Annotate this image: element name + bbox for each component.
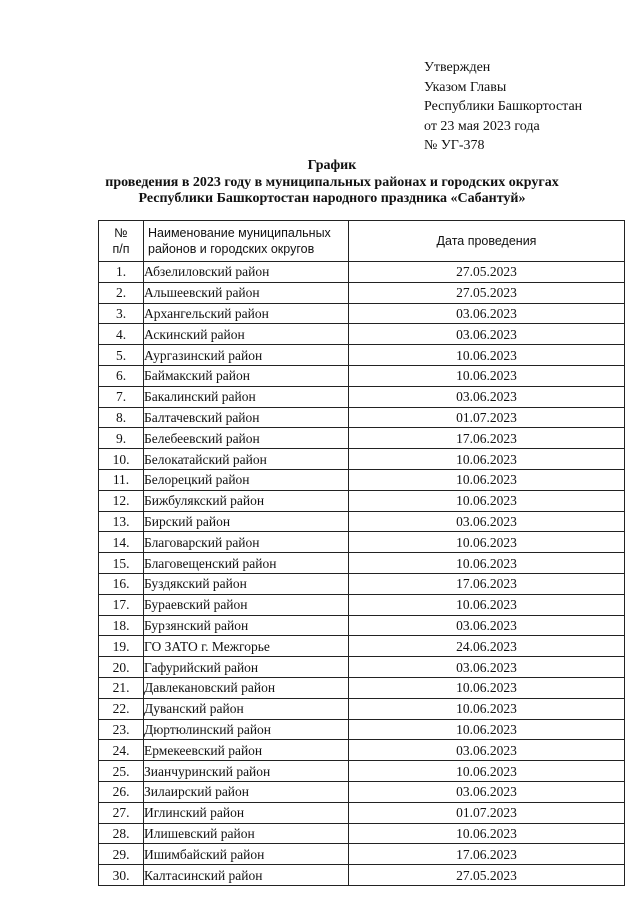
table-row <box>99 282 625 303</box>
approval-line: Утвержден <box>424 60 491 75</box>
table-header-row <box>99 221 625 262</box>
row-number: 11. <box>99 469 144 490</box>
row-number: 1. <box>99 262 144 283</box>
document-title <box>0 158 640 208</box>
district-name: Баймакский район <box>144 365 349 386</box>
row-number: 10. <box>99 449 144 470</box>
district-name: Иглинский район <box>144 802 349 823</box>
district-name: Зианчуринский район <box>144 761 349 782</box>
event-date: 27.05.2023 <box>349 262 625 283</box>
district-name: Бураевский район <box>144 594 349 615</box>
row-number: 24. <box>99 740 144 761</box>
row-number: 22. <box>99 698 144 719</box>
district-name: Дуванский район <box>144 698 349 719</box>
event-date: 01.07.2023 <box>349 802 625 823</box>
table-row <box>99 490 625 511</box>
column-header-name: Наименование муниципальных районов и городских округов <box>144 221 349 262</box>
row-number: 16. <box>99 573 144 594</box>
column-header-date: Дата проведения <box>349 221 625 262</box>
table-row <box>99 802 625 823</box>
event-date: 03.06.2023 <box>349 324 625 345</box>
title-subline: Республики Башкортостан народного праздника «Сабантуй» <box>138 191 526 206</box>
row-number: 15. <box>99 553 144 574</box>
event-date: 10.06.2023 <box>349 594 625 615</box>
table-row <box>99 761 625 782</box>
event-date: 10.06.2023 <box>349 553 625 574</box>
table-row <box>99 719 625 740</box>
table-row <box>99 594 625 615</box>
row-number: 3. <box>99 303 144 324</box>
row-number: 28. <box>99 823 144 844</box>
table-row <box>99 449 625 470</box>
event-date: 03.06.2023 <box>349 615 625 636</box>
row-number: 12. <box>99 490 144 511</box>
row-number: 14. <box>99 532 144 553</box>
approval-block <box>424 58 582 156</box>
table-row <box>99 677 625 698</box>
row-number: 17. <box>99 594 144 615</box>
district-name: Ишимбайский район <box>144 844 349 865</box>
district-name: Бижбулякский район <box>144 490 349 511</box>
event-date: 10.06.2023 <box>349 469 625 490</box>
district-name: Аургазинский район <box>144 345 349 366</box>
district-name: Калтасинский район <box>144 865 349 886</box>
table-row <box>99 365 625 386</box>
table-row <box>99 844 625 865</box>
district-name: Альшеевский район <box>144 282 349 303</box>
schedule-table <box>98 220 625 886</box>
event-date: 27.05.2023 <box>349 865 625 886</box>
table-row <box>99 698 625 719</box>
row-number: 4. <box>99 324 144 345</box>
row-number: 5. <box>99 345 144 366</box>
event-date: 03.06.2023 <box>349 781 625 802</box>
table-row <box>99 428 625 449</box>
event-date: 10.06.2023 <box>349 449 625 470</box>
district-name: Илишевский район <box>144 823 349 844</box>
table-row <box>99 532 625 553</box>
district-name: Ермекеевский район <box>144 740 349 761</box>
table-row <box>99 407 625 428</box>
district-name: Абзелиловский район <box>144 262 349 283</box>
district-name: Зилаирский район <box>144 781 349 802</box>
district-name: ГО ЗАТО г. Межгорье <box>144 636 349 657</box>
event-date: 10.06.2023 <box>349 365 625 386</box>
event-date: 17.06.2023 <box>349 573 625 594</box>
district-name: Белорецкий район <box>144 469 349 490</box>
row-number: 30. <box>99 865 144 886</box>
table-row <box>99 657 625 678</box>
event-date: 03.06.2023 <box>349 303 625 324</box>
row-number: 6. <box>99 365 144 386</box>
district-name: Архангельский район <box>144 303 349 324</box>
table-row <box>99 615 625 636</box>
district-name: Давлекановский район <box>144 677 349 698</box>
row-number: 7. <box>99 386 144 407</box>
event-date: 03.06.2023 <box>349 740 625 761</box>
table-row <box>99 636 625 657</box>
event-date: 03.06.2023 <box>349 657 625 678</box>
district-name: Бурзянский район <box>144 615 349 636</box>
table-row <box>99 511 625 532</box>
row-number: 27. <box>99 802 144 823</box>
table-row <box>99 865 625 886</box>
row-number: 23. <box>99 719 144 740</box>
district-name: Буздякский район <box>144 573 349 594</box>
row-number: 26. <box>99 781 144 802</box>
district-name: Бакалинский район <box>144 386 349 407</box>
row-number: 2. <box>99 282 144 303</box>
district-name: Дюртюлинский район <box>144 719 349 740</box>
event-date: 27.05.2023 <box>349 282 625 303</box>
table-row <box>99 262 625 283</box>
table-row <box>99 781 625 802</box>
event-date: 10.06.2023 <box>349 719 625 740</box>
row-number: 8. <box>99 407 144 428</box>
event-date: 03.06.2023 <box>349 511 625 532</box>
event-date: 10.06.2023 <box>349 345 625 366</box>
decree-number: № УГ-378 <box>424 138 485 153</box>
table-row <box>99 386 625 407</box>
district-name: Гафурийский район <box>144 657 349 678</box>
table-row <box>99 740 625 761</box>
table-row <box>99 573 625 594</box>
approval-date: от 23 мая 2023 года <box>424 118 540 134</box>
event-date: 10.06.2023 <box>349 490 625 511</box>
event-date: 24.06.2023 <box>349 636 625 657</box>
event-date: 10.06.2023 <box>349 677 625 698</box>
row-number: 19. <box>99 636 144 657</box>
event-date: 10.06.2023 <box>349 761 625 782</box>
table-row <box>99 823 625 844</box>
approval-line: Указом Главы <box>424 79 507 95</box>
district-name: Благоварский район <box>144 532 349 553</box>
title-subline: проведения в 2023 году в муниципальных районах и городских округах <box>105 174 559 190</box>
event-date: 03.06.2023 <box>349 386 625 407</box>
district-name: Белокатайский район <box>144 449 349 470</box>
event-date: 10.06.2023 <box>349 532 625 553</box>
district-name: Благовещенский район <box>144 553 349 574</box>
event-date: 17.06.2023 <box>349 844 625 865</box>
table-row <box>99 345 625 366</box>
row-number: 9. <box>99 428 144 449</box>
event-date: 01.07.2023 <box>349 407 625 428</box>
event-date: 17.06.2023 <box>349 428 625 449</box>
column-header-number: № п/п <box>99 221 144 262</box>
district-name: Белебеевский район <box>144 428 349 449</box>
title-heading: График <box>307 158 357 173</box>
table-row <box>99 469 625 490</box>
event-date: 10.06.2023 <box>349 698 625 719</box>
district-name: Балтачевский район <box>144 407 349 428</box>
event-date: 10.06.2023 <box>349 823 625 844</box>
table-row <box>99 324 625 345</box>
district-name: Аскинский район <box>144 324 349 345</box>
row-number: 18. <box>99 615 144 636</box>
row-number: 25. <box>99 761 144 782</box>
table-row <box>99 303 625 324</box>
table-row <box>99 553 625 574</box>
row-number: 21. <box>99 677 144 698</box>
row-number: 13. <box>99 511 144 532</box>
district-name: Бирский район <box>144 511 349 532</box>
approval-line: Республики Башкортостан <box>424 99 583 114</box>
row-number: 29. <box>99 844 144 865</box>
row-number: 20. <box>99 657 144 678</box>
